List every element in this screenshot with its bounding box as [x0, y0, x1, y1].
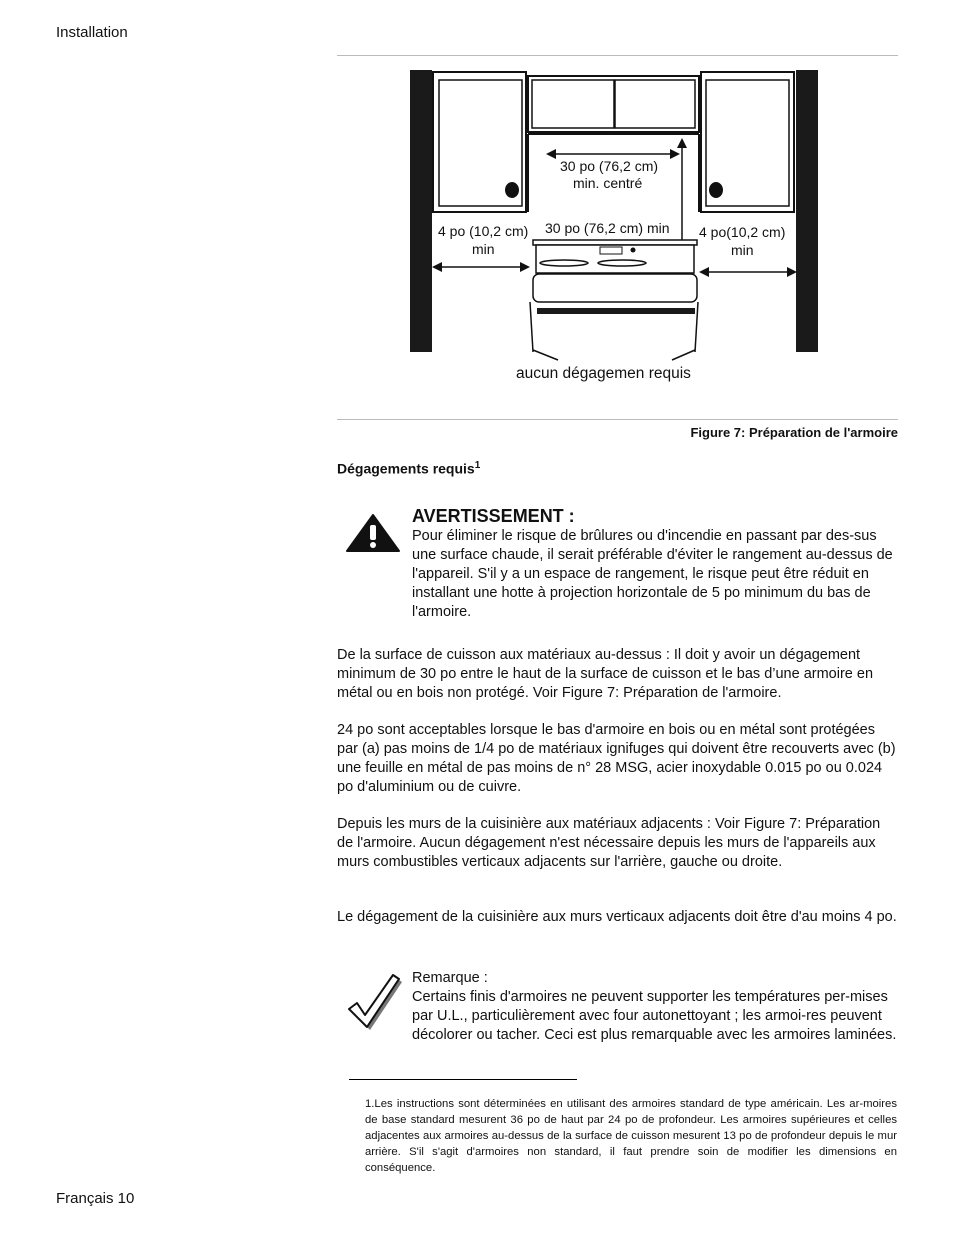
left-wall — [410, 70, 432, 352]
right-wall — [796, 70, 818, 352]
footnote-ref: 1 — [474, 460, 481, 471]
label-left-line1: 4 po (10,2 cm) — [438, 223, 529, 239]
label-right-line2: min — [731, 242, 754, 258]
section-title: Dégagements requis$^1$ — [337, 460, 481, 477]
cabinet-diagram — [400, 62, 830, 402]
note-title: Remarque : — [412, 970, 488, 986]
paragraph-adjacent-walls: Depuis les murs de la cuisinière aux matériaux adjacents : Voir Figure 7: Préparation de l'armoire. Aucun dégagement n'est nécessaire depuis les murs de l'appareils aux murs combustibles verticaux adjacents sur l'arrière, gauche ou droite. — [337, 816, 881, 870]
top-rule — [337, 55, 898, 56]
label-top-center-line1: 30 po (76,2 cm) — [560, 158, 659, 174]
footnote-text: 1.Les instructions sont déterminées en utilisant des armoires standard de type américain. Les ar-moires de base standard mesurent 36 po de haut par 24 po de profondeur. Les armoires supérieures et celles adjacentes aux armoires au-dessus de la surface de cuisson mesurent 13 po de profondeur depuis le mur arrière. S'il s'agit d'armoires non standard, il faut prendre soin de modifier les dimensions en conséquence. — [365, 1098, 897, 1174]
label-center-height: 30 po (76,2 cm) min — [545, 220, 670, 236]
paragraph-surface-clearance: De la surface de cuisson aux matériaux au-dessus : Il doit y avoir un dégagement minimum de 30 po entre le haut de la surface de cuisson et le bas d’une armoire en métal ou en bois non protégé. Voir Figure 7: Préparation de l'armoire. — [337, 647, 874, 701]
warning-text: Pour éliminer le risque de brûlures ou d'incendie en passant par des-sus une surface chaude, il serait préférable d'éviter le rangement au-dessus de l'appareil. S'il y a un espace de rangement, le risque peut être réduit en installant une hotte à projection horizontale de 5 po minimum du bas de l'armoire. — [412, 528, 893, 620]
label-top-center-line2: min. centré — [573, 175, 643, 191]
label-bottom: aucun dégagemen requis — [516, 365, 691, 382]
footer-page: Français 10 — [56, 1190, 135, 1207]
paragraph-side-clearance: Le dégagement de la cuisinière aux murs verticaux adjacents doit être d'au moins 4 po. — [337, 909, 897, 925]
left-cabinet-knob — [505, 182, 519, 198]
header-section: Installation — [56, 24, 128, 41]
footnote-rule — [349, 1079, 577, 1080]
right-cabinet-knob — [709, 182, 723, 198]
label-left-line2: min — [472, 241, 495, 257]
label-right-line1: 4 po(10,2 cm) — [699, 224, 786, 240]
note-block — [412, 969, 897, 1045]
figure-caption: Figure 7: Préparation de l'armoire — [690, 425, 898, 440]
figure-bottom-rule — [337, 419, 898, 420]
paragraph-protection: 24 po sont acceptables lorsque le bas d'armoire en bois ou en métal sont protégées par (a) pas moins de 1/4 po de matériaux ignifuges qui doivent être recouverts avec (b) une feuille en métal de pas moins de n° 28 MSG, acier inoxydable 0.015 po ou 0.024 po d'aluminium ou de cuivre. — [337, 722, 896, 795]
range-drawer-bar — [537, 308, 695, 314]
note-text: Certains finis d'armoires ne peuvent supporter les températures per-mises par U.L., particulièrement avec four autonettoyant ; les armoi-res peuvent décolorer ou tacher. Ceci est plus remarquable avec les armoires laminées. — [412, 989, 897, 1043]
warning-triangle-icon — [345, 513, 401, 553]
checkmark-icon — [346, 972, 404, 1034]
range-control-panel — [536, 245, 694, 273]
range-body — [533, 274, 697, 302]
warning-title: AVERTISSEMENT : — [412, 506, 575, 526]
